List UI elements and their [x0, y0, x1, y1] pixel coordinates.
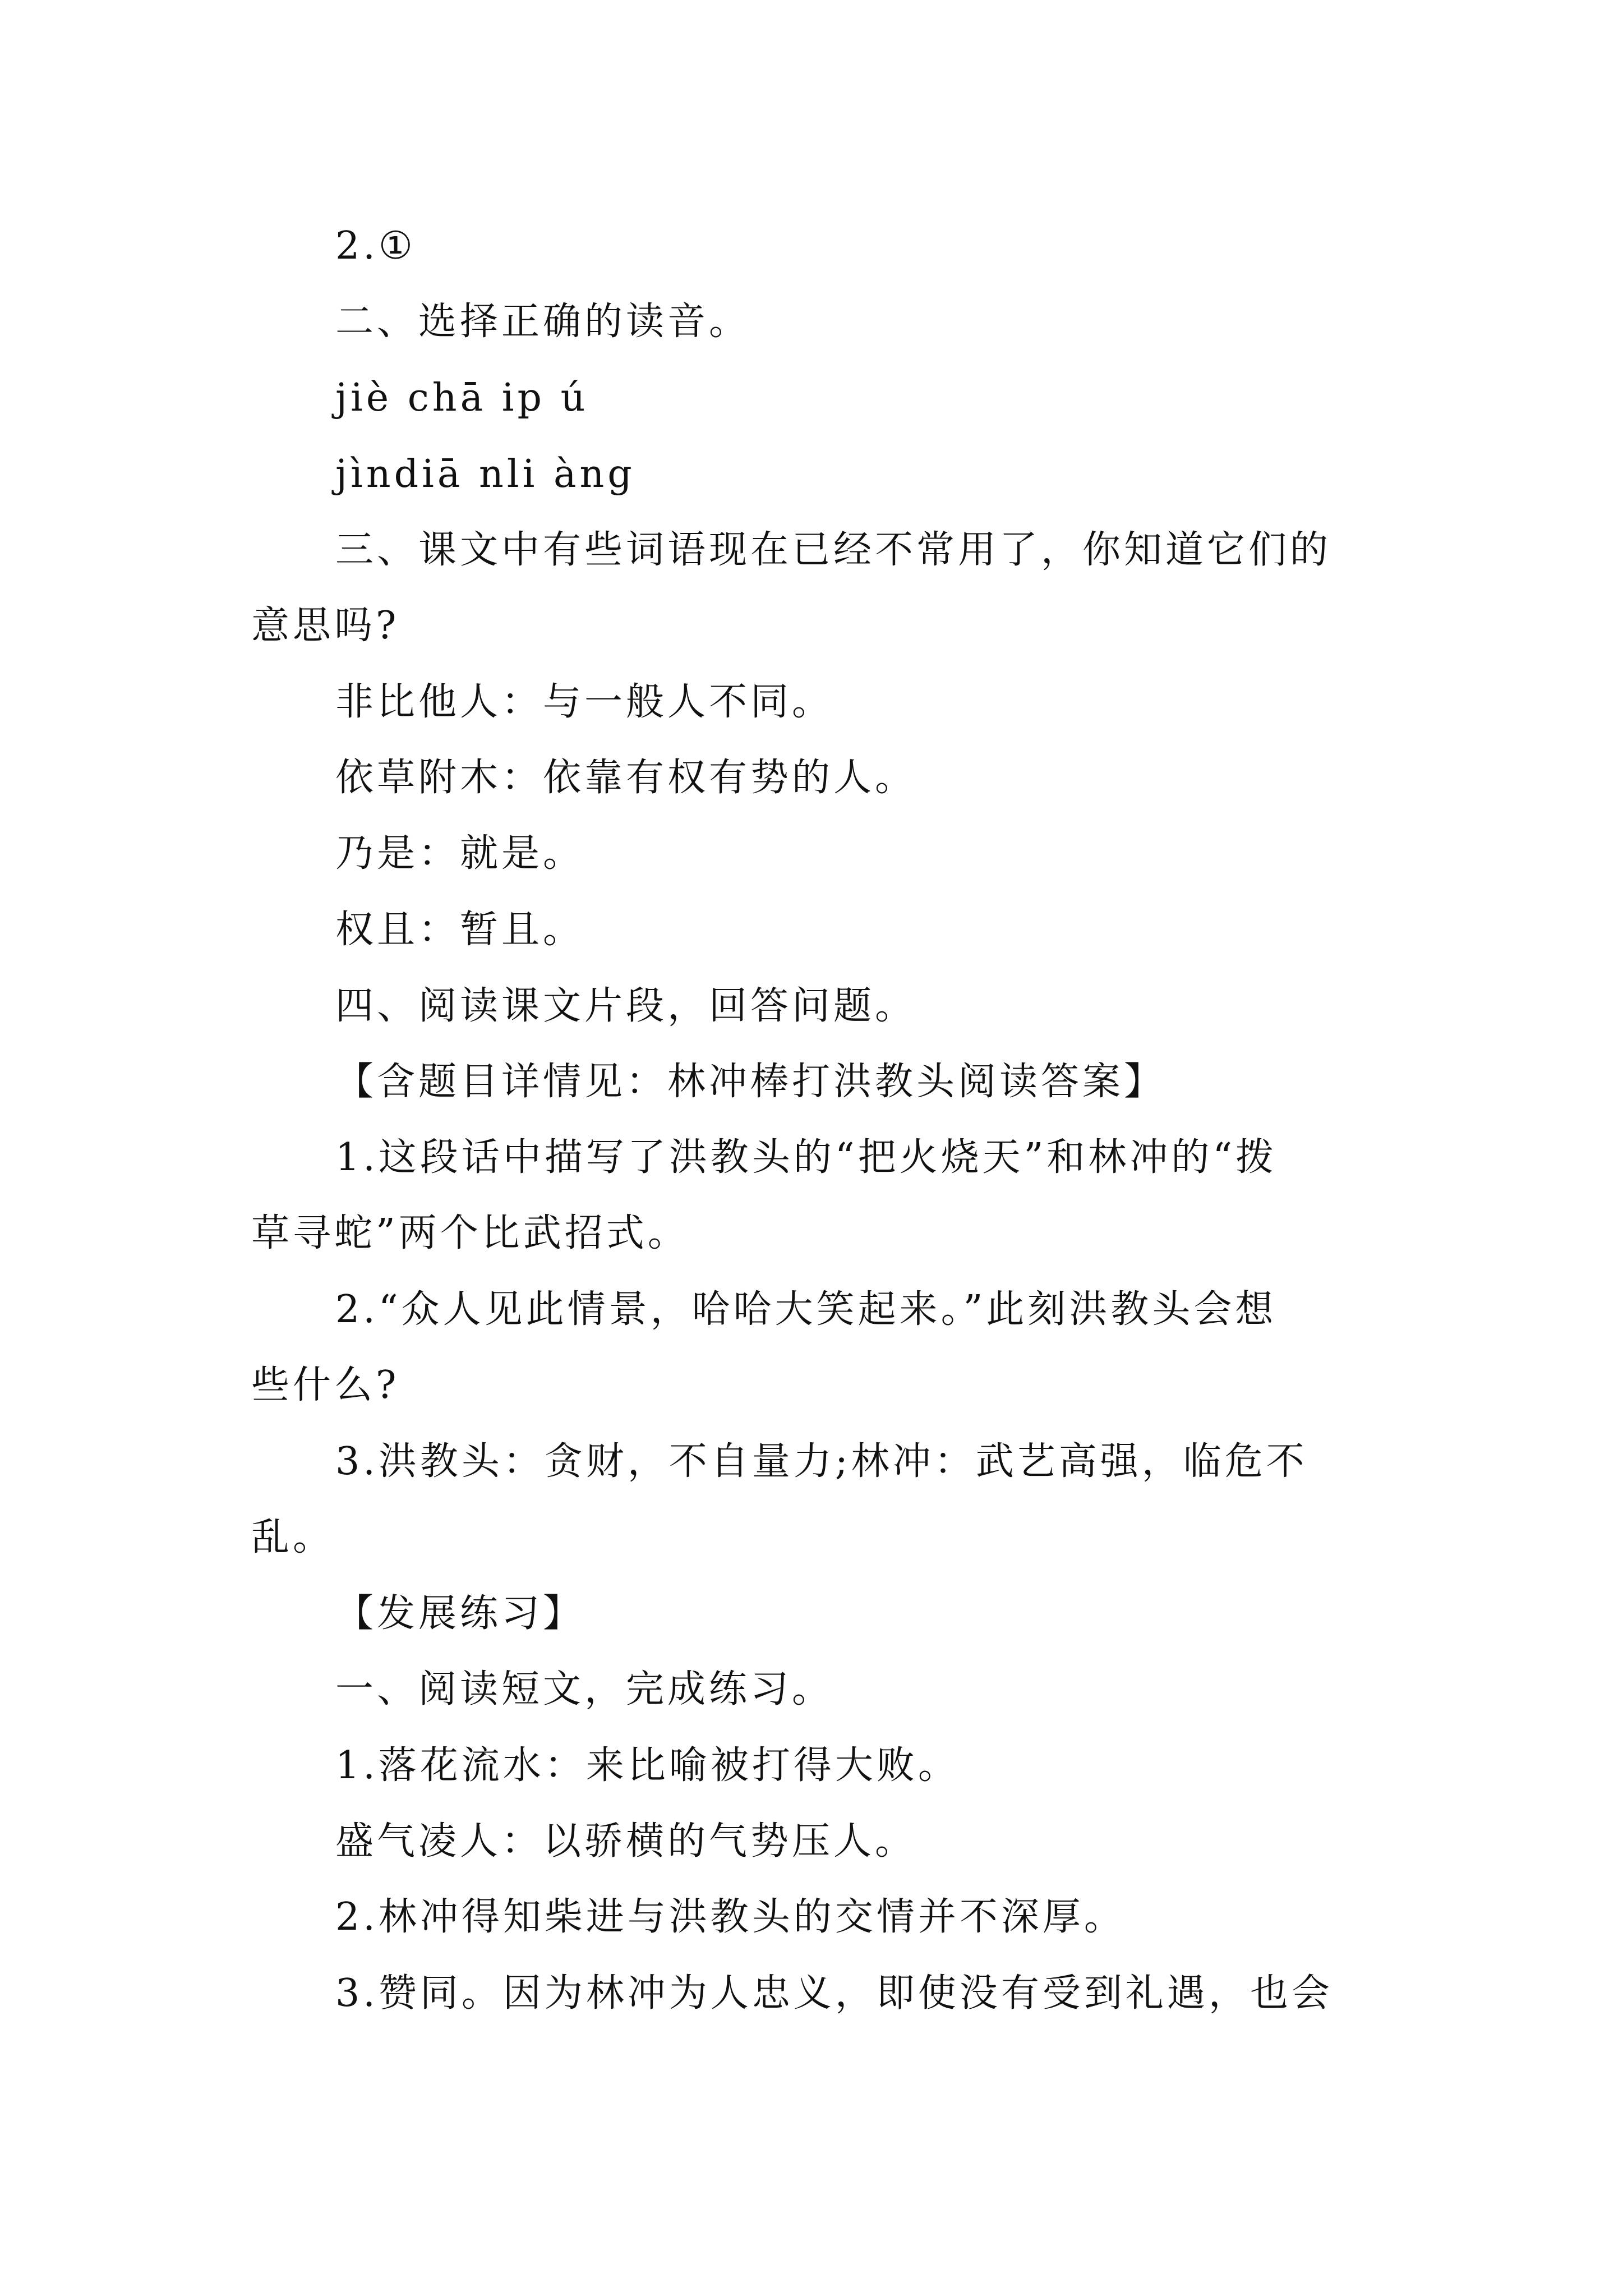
section-heading-short-text: 一、阅读短文，完成练习。: [335, 1667, 834, 1711]
word-meaning-4: 权且：暂且。: [335, 908, 585, 952]
word-meaning-1: 非比他人：与一般人不同。: [335, 680, 834, 724]
short-text-answer-2: 2.林冲得知柴进与洪教头的交情并不深厚。: [335, 1895, 1126, 1939]
reading-answer-1: 1.这段话中描写了洪教头的“把火烧天”和林冲的“拨: [335, 1135, 1278, 1180]
short-text-answer-3: 3.赞同。因为林冲为人忠义，即使没有受到礼遇，也会: [335, 1971, 1333, 2016]
section-heading-development: 【发展练习】: [335, 1591, 585, 1636]
reading-answer-2: 2.“众人见此情景，哈哈大笑起来。”此刻洪教头会想: [335, 1287, 1277, 1332]
reading-reference-note: 【含题目详情见：林冲棒打洪教头阅读答案】: [335, 1060, 1166, 1104]
reading-answer-3-cont: 乱。: [251, 1515, 335, 1559]
reading-answer-1-cont: 草寻蛇”两个比武招式。: [251, 1211, 689, 1255]
section-heading-pronunciation: 二、选择正确的读音。: [335, 300, 751, 344]
word-meaning-3: 乃是：就是。: [335, 831, 585, 876]
section-heading-word-meanings-cont: 意思吗?: [251, 604, 400, 648]
reading-answer-2-cont: 些什么?: [251, 1363, 400, 1407]
pinyin-line-2: jìndiā nli àng: [335, 452, 635, 496]
short-text-answer-1: 1.落花流水：来比喻被打得大败。: [335, 1743, 960, 1788]
pinyin-line-1: jiè chā ip ú: [335, 376, 589, 420]
section-heading-word-meanings: 三、课文中有些词语现在已经不常用了，你知道它们的: [335, 528, 1332, 572]
answer-line-2-circle-1: 2.①: [335, 224, 416, 268]
short-text-answer-1b: 盛气凌人：以骄横的气势压人。: [335, 1819, 917, 1864]
section-heading-reading: 四、阅读课文片段，回答问题。: [335, 984, 917, 1028]
word-meaning-2: 依草附木：依靠有权有势的人。: [335, 756, 917, 800]
reading-answer-3: 3.洪教头：贪财，不自量力;林冲：武艺高强，临危不: [335, 1439, 1308, 1484]
